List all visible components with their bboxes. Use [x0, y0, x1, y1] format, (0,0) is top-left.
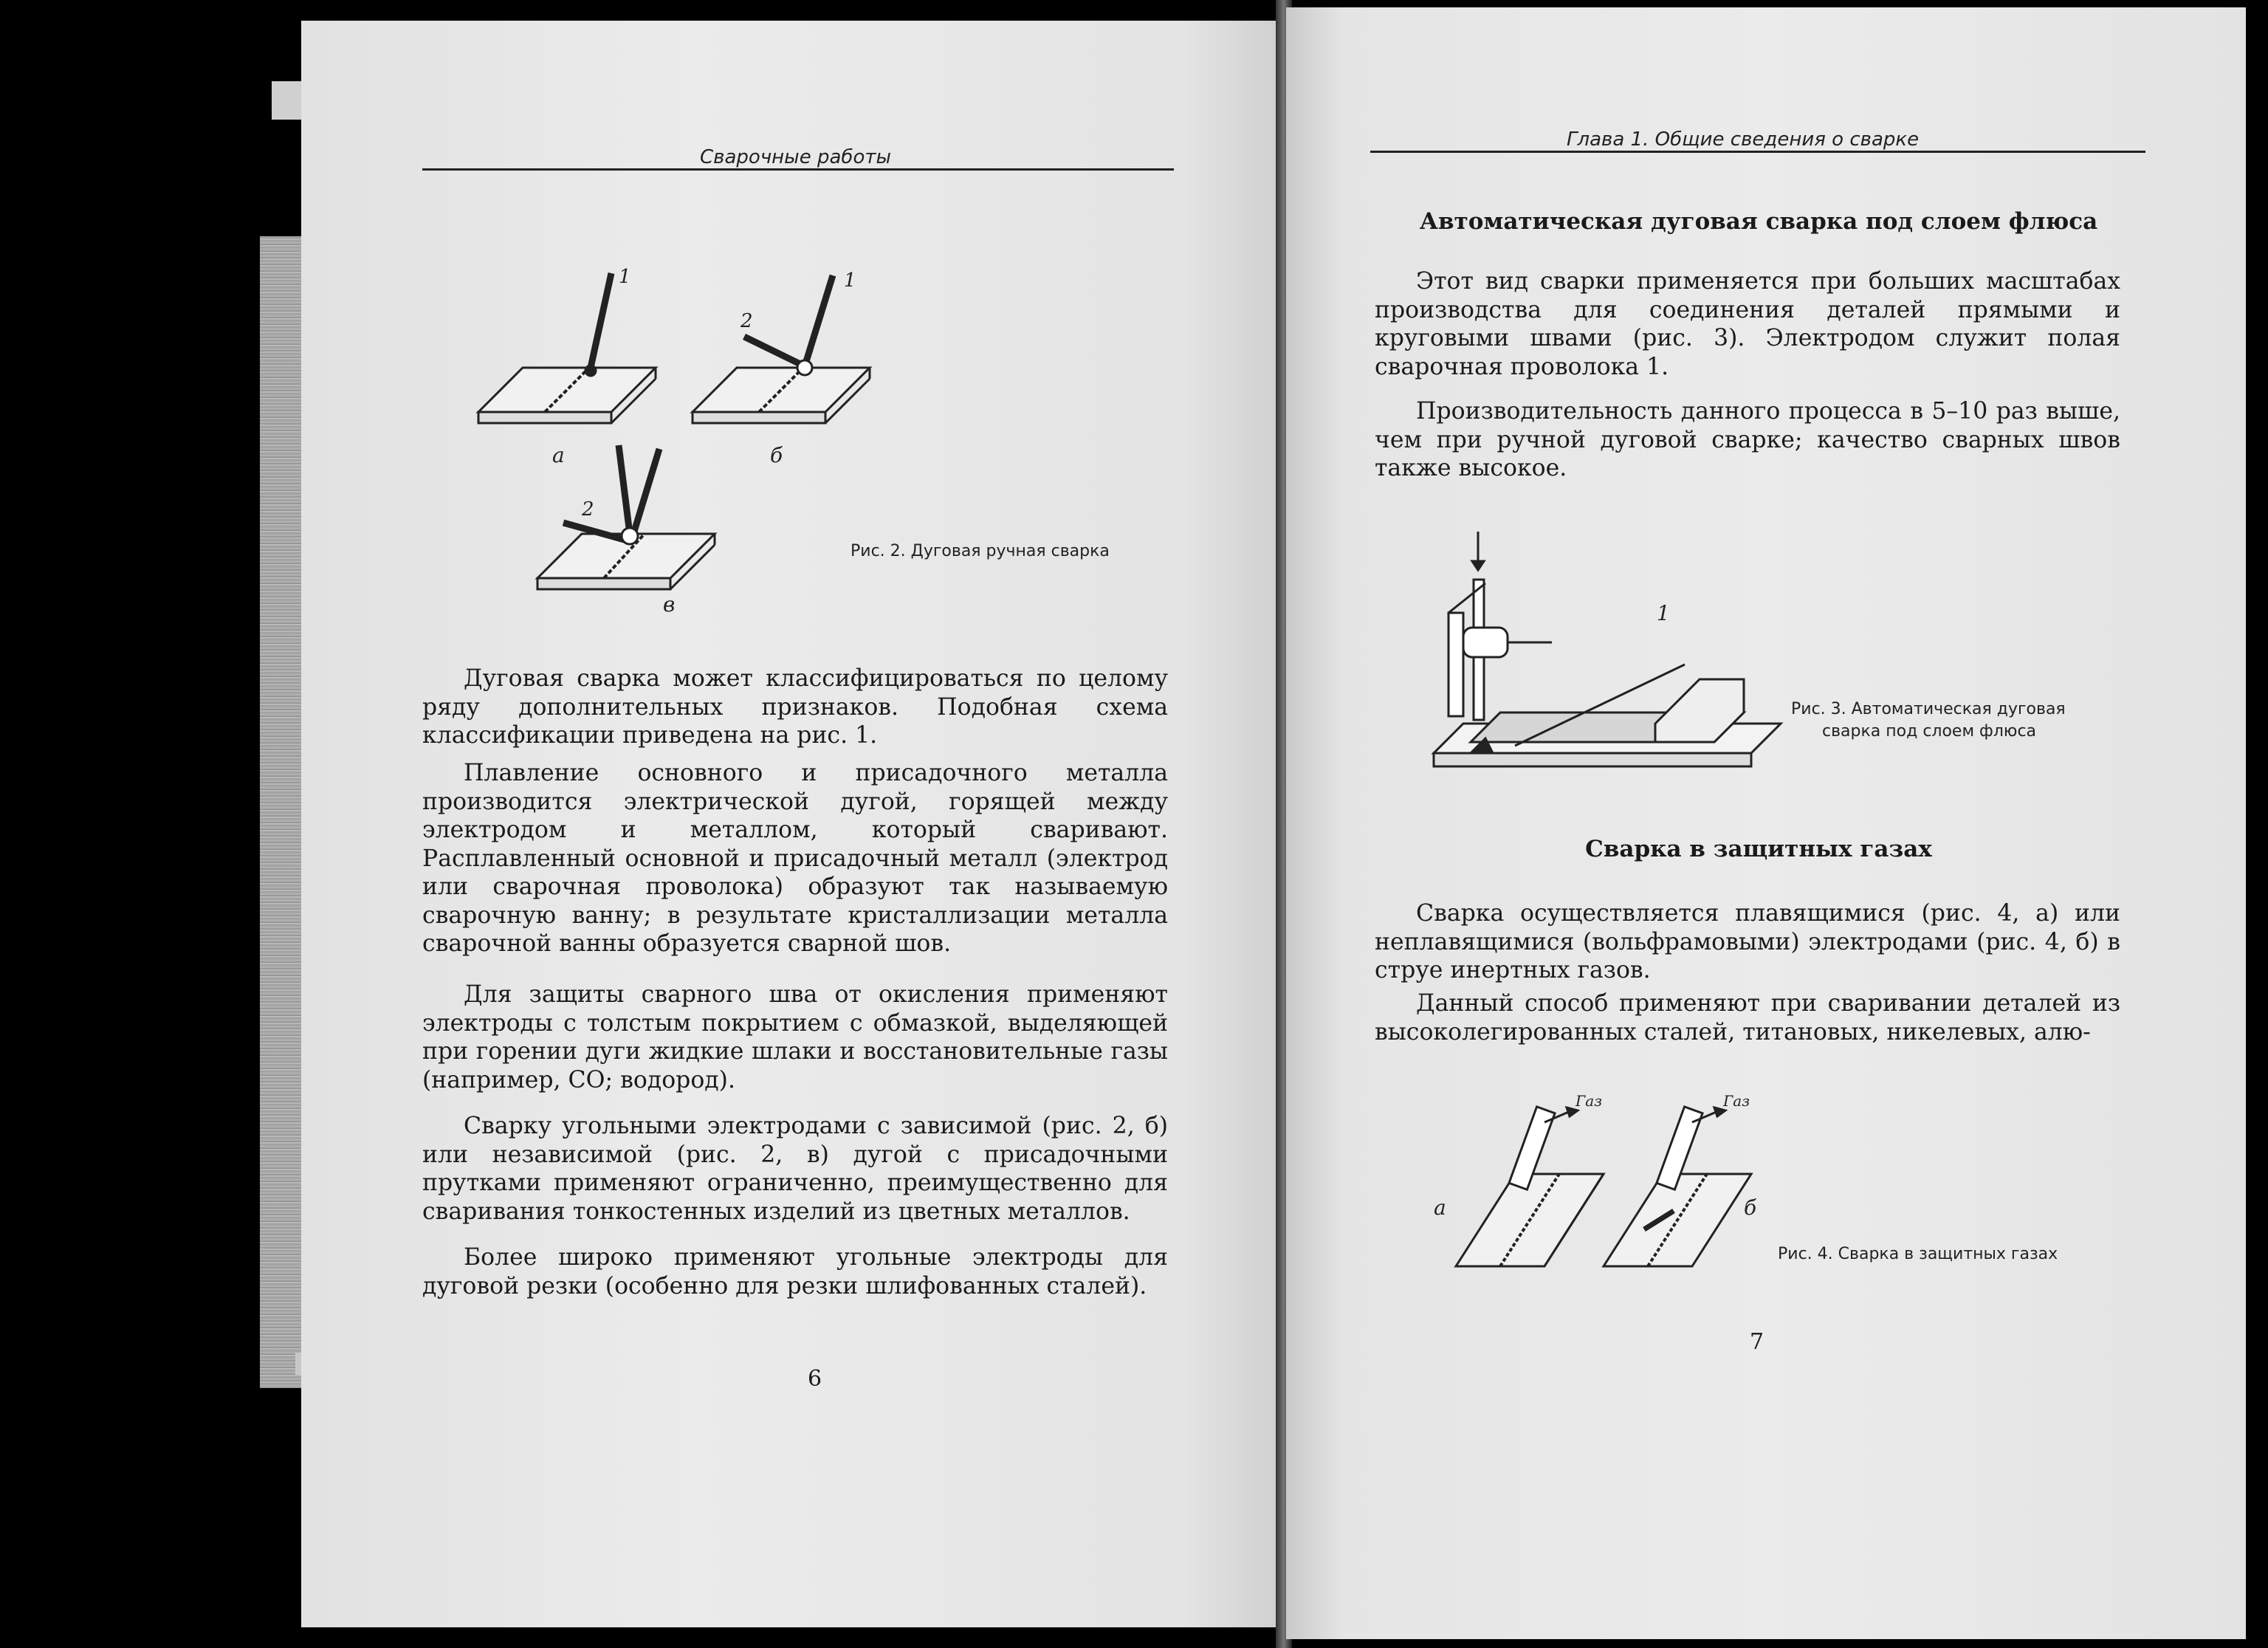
paragraph: Сварка осуществляется плавящимися (рис. 4, а) или неплавящимися (вольфрамовыми) электродами (рис. 4, б) в струе инертных газов. — [1375, 900, 2120, 983]
fig2-label-1: 1 — [844, 269, 856, 292]
book-edge-tab — [272, 81, 301, 120]
figure-3-caption: сварка под слоем флюса — [1822, 722, 2037, 741]
book-edge — [260, 236, 303, 1388]
section-heading: Сварка в защитных газах — [1585, 836, 1932, 862]
header-rule — [1370, 151, 2145, 153]
section-heading: Автоматическая дуговая сварка под слоем флюса — [1419, 208, 2098, 235]
paragraph: Более широко применяют угольные электроды для дуговой резки (особенно для резки шлифованных сталей). — [422, 1244, 1168, 1299]
paragraph: Данный способ применяют при сваривании деталей из высоколегированных сталей, титановых, никелевых, алю- — [1375, 990, 2120, 1046]
fig2-label-a: а — [552, 443, 565, 467]
fig4-gas-label: Газ — [1723, 1092, 1750, 1110]
paragraph: Дуговая сварка может классифицироваться по целому ряду дополнительных признаков. Подобная схема классификации приведена на рис. 1. — [422, 665, 1168, 749]
fig4-label-b: б — [1744, 1195, 1757, 1220]
paragraph: Этот вид сварки применяется при больших масштабах производства для соединения деталей прямыми и круговыми швами (рис. 3). Электродом служит полая сварочная проволока 1. — [1375, 268, 2120, 380]
header-rule — [422, 168, 1174, 171]
right-page — [1286, 7, 2246, 1639]
fig2-label-2: 2 — [582, 498, 594, 521]
fig2-label-1: 1 — [619, 266, 631, 288]
fig2-label-2: 2 — [740, 310, 753, 332]
running-head: Глава 1. Общие сведения о сварке — [1567, 128, 1920, 151]
running-head: Сварочные работы — [700, 146, 892, 168]
figure-3-caption: Рис. 3. Автоматическая дуговая — [1791, 700, 2066, 718]
paragraph: Плавление основного и присадочного металла производится электрической дугой, горящей между электродом и металлом, который сваривают. Расплавленный основной и присадочный металл (электрод или сварочная проволока) образуют так называемую сварочную ванну; в результате кристаллизации металла сварочной ванны образуется сварной шов. — [422, 760, 1168, 957]
fig3-label-1: 1 — [1657, 601, 1670, 625]
fig2-label-b: б — [770, 443, 783, 467]
left-page — [301, 21, 1282, 1627]
paragraph: Производительность данного процесса в 5–10 раз выше, чем при ручной дуговой сварке; качество сварных швов также высокое. — [1375, 398, 2120, 481]
figure-4-illustration — [1434, 1078, 1847, 1299]
figure-4-caption: Рис. 4. Сварка в защитных газах — [1778, 1245, 2058, 1263]
paragraph: Сварку угольными электродами с зависимой (рис. 2, б) или независимой (рис. 2, в) дугой с присадочными прутками применяют ограниченно, преимущественно для сваривания тонкостенных изделий из цветных металлов. — [422, 1113, 1168, 1225]
figure-2-caption: Рис. 2. Дуговая ручная сварка — [850, 542, 1110, 560]
page-number: 6 — [808, 1366, 822, 1392]
fig4-gas-label: Газ — [1575, 1092, 1603, 1110]
paragraph: Для защиты сварного шва от окисления применяют электроды с толстым покрытием с обмазкой, выделяющей при горении дуги жидкие шлаки и восстановительные газы (например, CO; водород). — [422, 981, 1168, 1093]
fig4-label-a: а — [1434, 1195, 1446, 1220]
page-number: 7 — [1750, 1329, 1764, 1355]
figure-3-illustration — [1434, 524, 1818, 790]
fig2-label-v: в — [663, 592, 676, 617]
